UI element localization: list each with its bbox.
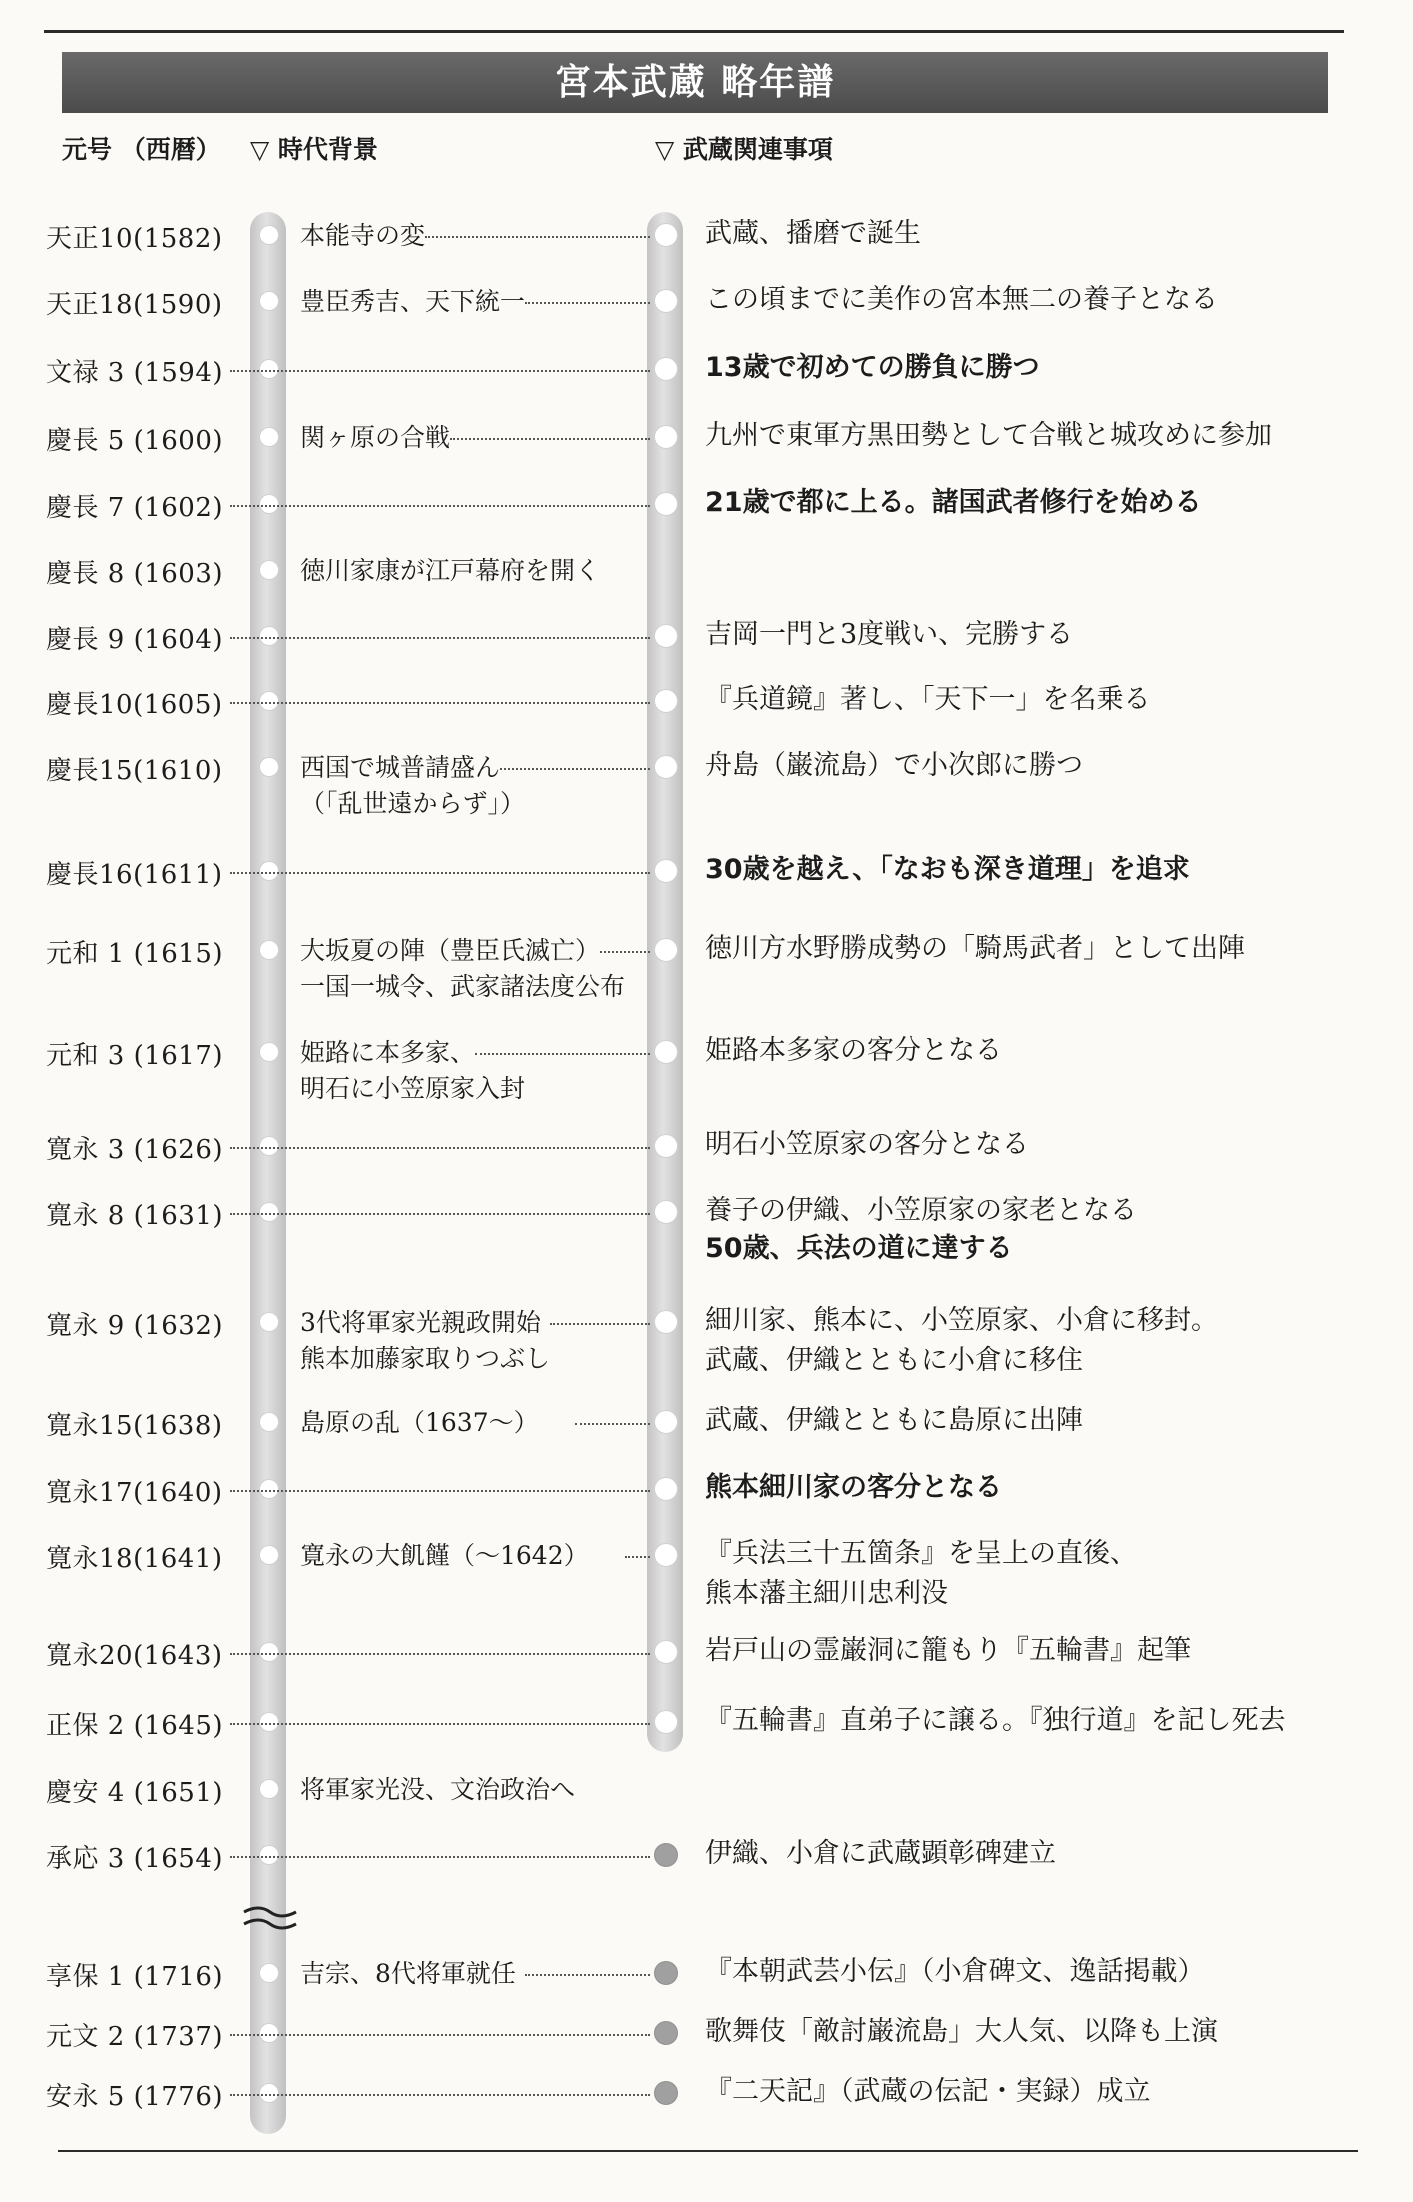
row-event-text: 13歳で初めての勝負に勝つ [705, 352, 1040, 383]
row-background-text: 将軍家光没、文治政治へ [300, 1775, 576, 1804]
leader-line [230, 1490, 650, 1492]
row-year: 承応 3 (1654) [46, 1844, 224, 1874]
leader-line [475, 1053, 650, 1055]
row-event-text: 50歳、兵法の道に達する [705, 1233, 1013, 1264]
leader-line [550, 1323, 650, 1325]
row-year: 寛永17(1640) [46, 1478, 223, 1508]
event-dot [654, 689, 678, 713]
leader-line [230, 637, 650, 639]
row-background-text: （「乱世遠からず」） [300, 789, 526, 818]
leader-line [575, 1423, 650, 1425]
row-event-text: 30歳を越え、「なおも深き道理」を追求 [705, 854, 1190, 885]
row-event-text: 武蔵、播磨で誕生 [705, 218, 921, 249]
background-dot [259, 560, 279, 580]
leader-line [230, 1653, 650, 1655]
background-dot [259, 757, 279, 777]
background-dot [259, 494, 279, 514]
row-background-text: 寛永の大飢饉（〜1642） [300, 1541, 589, 1570]
row-background-text: 関ヶ原の合戦 [300, 423, 451, 452]
event-dot [654, 624, 678, 648]
row-year: 元文 2 (1737) [46, 2022, 224, 2052]
leader-line [230, 1213, 650, 1215]
row-year: 慶安 4 (1651) [46, 1778, 224, 1808]
event-dot [654, 1200, 678, 1224]
row-year: 享保 1 (1716) [46, 1962, 224, 1992]
event-dot [654, 357, 678, 381]
event-dot [654, 492, 678, 516]
leader-line [425, 236, 650, 238]
row-year: 正保 2 (1645) [46, 1711, 224, 1741]
row-event-text: 『兵道鏡』著し、「天下一」を名乗る [705, 684, 1151, 715]
row-background-text: 西国で城普請盛ん [300, 753, 501, 782]
event-dot [654, 2081, 678, 2105]
background-dot [259, 291, 279, 311]
row-event-text: 姫路本多家の客分となる [705, 1035, 1002, 1066]
background-dot [259, 1136, 279, 1156]
row-event-text: 九州で東軍方黒田勢として合戦と城攻めに参加 [705, 420, 1272, 451]
event-dot [654, 1410, 678, 1434]
row-event-text: 『五輪書』直弟子に譲る。『独行道』を記し死去 [705, 1705, 1286, 1736]
time-gap-squiggle-icon [240, 1902, 300, 1932]
background-dot [259, 1963, 279, 1983]
row-year: 寛永15(1638) [46, 1411, 223, 1441]
leader-line [230, 2034, 650, 2036]
row-background-text: 豊臣秀吉、天下統一 [300, 287, 526, 316]
event-dot [654, 425, 678, 449]
row-year: 天正18(1590) [46, 290, 223, 320]
background-dot [259, 1042, 279, 1062]
event-dot [654, 1134, 678, 1158]
row-year: 慶長10(1605) [46, 690, 223, 720]
background-dot [259, 1779, 279, 1799]
row-year: 寛永20(1643) [46, 1641, 223, 1671]
leader-line [230, 505, 650, 507]
row-event-text: 熊本藩主細川忠利没 [705, 1578, 948, 1609]
leader-line [625, 1556, 650, 1558]
leader-line [600, 951, 650, 953]
event-dot [654, 859, 678, 883]
leader-line [525, 302, 650, 304]
event-dot [654, 1710, 678, 1734]
background-dot [259, 1845, 279, 1865]
event-dot [654, 1477, 678, 1501]
leader-line [230, 1856, 650, 1858]
event-dot [654, 1543, 678, 1567]
event-dot [654, 1310, 678, 1334]
row-year: 元和 1 (1615) [46, 939, 224, 969]
row-year: 慶長 7 (1602) [46, 493, 224, 523]
row-year: 慶長 9 (1604) [46, 625, 224, 655]
top-rule [44, 30, 1344, 33]
row-year: 元和 3 (1617) [46, 1041, 224, 1071]
row-year: 天正10(1582) [46, 224, 223, 254]
row-year: 寛永18(1641) [46, 1544, 223, 1574]
row-background-text: 姫路に本多家、 [300, 1038, 476, 1067]
header-events: ▽ 武蔵関連事項 [655, 135, 833, 164]
event-dot [654, 1040, 678, 1064]
background-dot [259, 2023, 279, 2043]
background-dot [259, 225, 279, 245]
event-dot [654, 1843, 678, 1867]
leader-line [230, 702, 650, 704]
background-dot [259, 1479, 279, 1499]
row-event-text: 徳川方水野勝成勢の「騎馬武者」として出陣 [705, 933, 1245, 964]
row-event-text: 細川家、熊本に、小笠原家、小倉に移封。 [705, 1305, 1218, 1336]
row-background-text: 島原の乱（1637〜） [300, 1408, 539, 1437]
leader-line [230, 370, 650, 372]
background-dot [259, 940, 279, 960]
row-background-text: 徳川家康が江戸幕府を開く [300, 556, 601, 585]
leader-line [450, 438, 650, 440]
row-event-text: 『本朝武芸小伝』（小倉碑文、逸話掲載） [705, 1956, 1205, 1987]
event-dot [654, 289, 678, 313]
row-year: 文禄 3 (1594) [46, 358, 224, 388]
background-dot [259, 427, 279, 447]
row-background-text: 吉宗、8代将軍就任 [300, 1959, 516, 1988]
row-background-text: 熊本加藤家取りつぶし [300, 1344, 551, 1373]
event-dot [654, 755, 678, 779]
background-dot [259, 359, 279, 379]
leader-line [230, 2094, 650, 2096]
row-year: 慶長 5 (1600) [46, 426, 224, 456]
bottom-rule [58, 2150, 1358, 2152]
background-dot [259, 2083, 279, 2103]
background-dot [259, 626, 279, 646]
leader-line [230, 1723, 650, 1725]
row-year: 安永 5 (1776) [46, 2082, 224, 2112]
event-dot [654, 2021, 678, 2045]
row-event-text: この頃までに美作の宮本無二の養子となる [705, 284, 1218, 315]
leader-line [230, 1147, 650, 1149]
event-dot [654, 1961, 678, 1985]
row-year: 慶長 8 (1603) [46, 559, 224, 589]
event-dot [654, 1640, 678, 1664]
leader-line [525, 1974, 650, 1976]
row-background-text: 明石に小笠原家入封 [300, 1074, 526, 1103]
background-dot [259, 1642, 279, 1662]
row-event-text: 武蔵、伊織とともに島原に出陣 [705, 1405, 1083, 1436]
row-year: 慶長16(1611) [46, 860, 223, 890]
row-year: 慶長15(1610) [46, 756, 223, 786]
row-background-text: 本能寺の変 [300, 221, 426, 250]
background-dot [259, 691, 279, 711]
background-dot [259, 1545, 279, 1565]
row-background-text: 3代将軍家光親政開始 [300, 1308, 541, 1337]
row-event-text: 熊本細川家の客分となる [705, 1472, 1002, 1503]
row-event-text: 『兵法三十五箇条』を呈上の直後、 [705, 1538, 1137, 1569]
background-dot [259, 1412, 279, 1432]
background-dot [259, 861, 279, 881]
leader-line [230, 872, 650, 874]
header-background: ▽ 時代背景 [250, 135, 378, 164]
row-background-text: 一国一城令、武家諸法度公布 [300, 972, 626, 1001]
page-title: 宮本武蔵 略年譜 [62, 52, 1328, 113]
row-year: 寛永 3 (1626) [46, 1135, 224, 1165]
background-dot [259, 1312, 279, 1332]
row-event-text: 歌舞伎「敵討巌流島」大人気、以降も上演 [705, 2016, 1218, 2047]
background-dot [259, 1202, 279, 1222]
row-event-text: 『二天記』（武蔵の伝記・実録）成立 [705, 2076, 1151, 2107]
row-event-text: 養子の伊織、小笠原家の家老となる [705, 1195, 1137, 1226]
header-era: 元号 （西暦） [62, 135, 221, 164]
row-background-text: 大坂夏の陣（豊臣氏滅亡） [300, 936, 601, 965]
row-year: 寛永 9 (1632) [46, 1311, 224, 1341]
row-event-text: 舟島（巌流島）で小次郎に勝つ [705, 750, 1083, 781]
row-event-text: 岩戸山の霊巌洞に籠もり『五輪書』起筆 [705, 1635, 1191, 1666]
background-dot [259, 1712, 279, 1732]
leader-line [500, 768, 650, 770]
row-year: 寛永 8 (1631) [46, 1201, 224, 1231]
row-event-text: 明石小笠原家の客分となる [705, 1129, 1029, 1160]
row-event-text: 吉岡一門と3度戦い、完勝する [705, 619, 1074, 650]
event-dot [654, 223, 678, 247]
row-event-text: 武蔵、伊織とともに小倉に移住 [705, 1345, 1083, 1376]
row-event-text: 伊織、小倉に武蔵顕彰碑建立 [705, 1838, 1056, 1869]
event-dot [654, 938, 678, 962]
row-event-text: 21歳で都に上る。諸国武者修行を始める [705, 487, 1202, 518]
